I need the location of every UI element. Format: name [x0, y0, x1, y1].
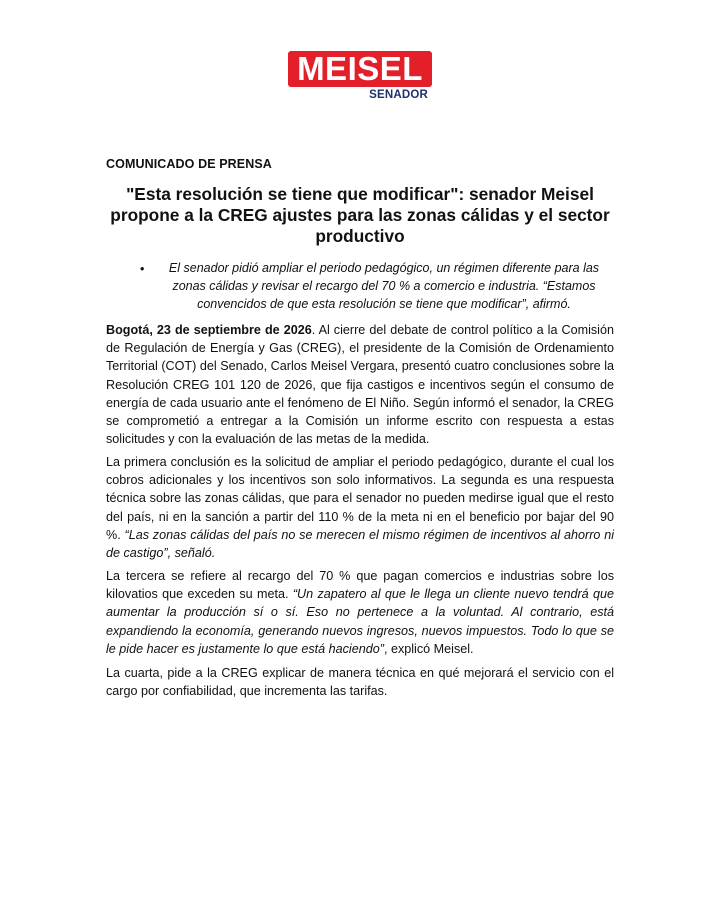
logo-subtitle: SENADOR: [369, 89, 428, 101]
paragraph-1: [106, 321, 614, 448]
headline: "Esta resolución se tiene que modificar": senador Meisel propone a la CREG ajustes para las zonas cálidas y el sector productivo: [110, 184, 610, 246]
dateline: Bogotá, 23 de septiembre de 2026: [106, 323, 312, 337]
paragraph-3: [106, 567, 614, 658]
paragraph-2-body: La primera conclusión es la solicitud de ampliar el periodo pedagógico, durante el cual los cobros adicionales y los incentivos son solo informativos. La segunda es una respuesta técnica sobre las zonas cálidas, que para el senador no pueden medirse igual que el resto del país, ni en la sanción a partir del 110 % de la meta ni en el beneficio por bajar del 90 %.: [106, 455, 614, 542]
paragraph-3-body: La tercera se refiere al recargo del 70 % que pagan comercios e industrias sobre los kilovatios que exceden su meta.: [106, 569, 614, 602]
paragraph-1-body: . Al cierre del debate de control político a la Comisión de Regulación de Energía y Gas (CREG), el presidente de la Comisión de Ordenamiento Territorial (COT) del Senado, Carlos Meisel Vergara, presentó cuatro conclusiones sobre la Resolución CREG 101 120 de 2026, que fija castigos e incentivos según el consumo de energía de cada usuario ante el fenómeno de El Niño. Según informó el senador, la CREG se comprometió a entregar a la Comisión un informe escrito con respuesta a estas solicitudes y con la evaluación de las metas de la medida.: [106, 323, 614, 447]
logo-wordmark: MEISEL: [297, 50, 423, 87]
summary-bullets: [110, 259, 610, 313]
paragraph-2-quote: “Las zonas cálidas del país no se merecen el mismo régimen de incentivos al ahorro ni de castigo”, señaló.: [106, 527, 614, 561]
meisel-senador-logo: [288, 51, 432, 103]
summary-bullet-text: El senador pidió ampliar el periodo pedagógico, un régimen diferente para las zonas cálidas y revisar el recargo del 70 % a comercio e industria. “Estamos convencidos de que esta resolución se tiene que modificar”, afirmó.: [168, 261, 600, 311]
paragraph-2: [106, 453, 614, 562]
paragraph-4-body: La cuarta, pide a la CREG explicar de manera técnica en qué mejorará el servicio con el cargo por confiabilidad, que incrementa las tarifas.: [106, 666, 614, 699]
paragraph-3-tail: , explicó Meisel.: [383, 641, 474, 656]
paragraph-4: [106, 664, 614, 700]
paragraph-3-quote: “Un zapatero al que le llega un cliente nuevo tendrá que aumentar la producción sí o sí. Eso no pertenece a la voluntad. Al contrario, está expandiendo la economía, generando nuevos ingresos, nuevos impuestos. Todo lo que se le pide hacer es justamente lo que está haciendo”: [106, 587, 614, 656]
bullet-icon: •: [140, 262, 145, 276]
press-release-label: COMUNICADO DE PRENSA: [106, 157, 272, 171]
list-item: [110, 259, 610, 313]
